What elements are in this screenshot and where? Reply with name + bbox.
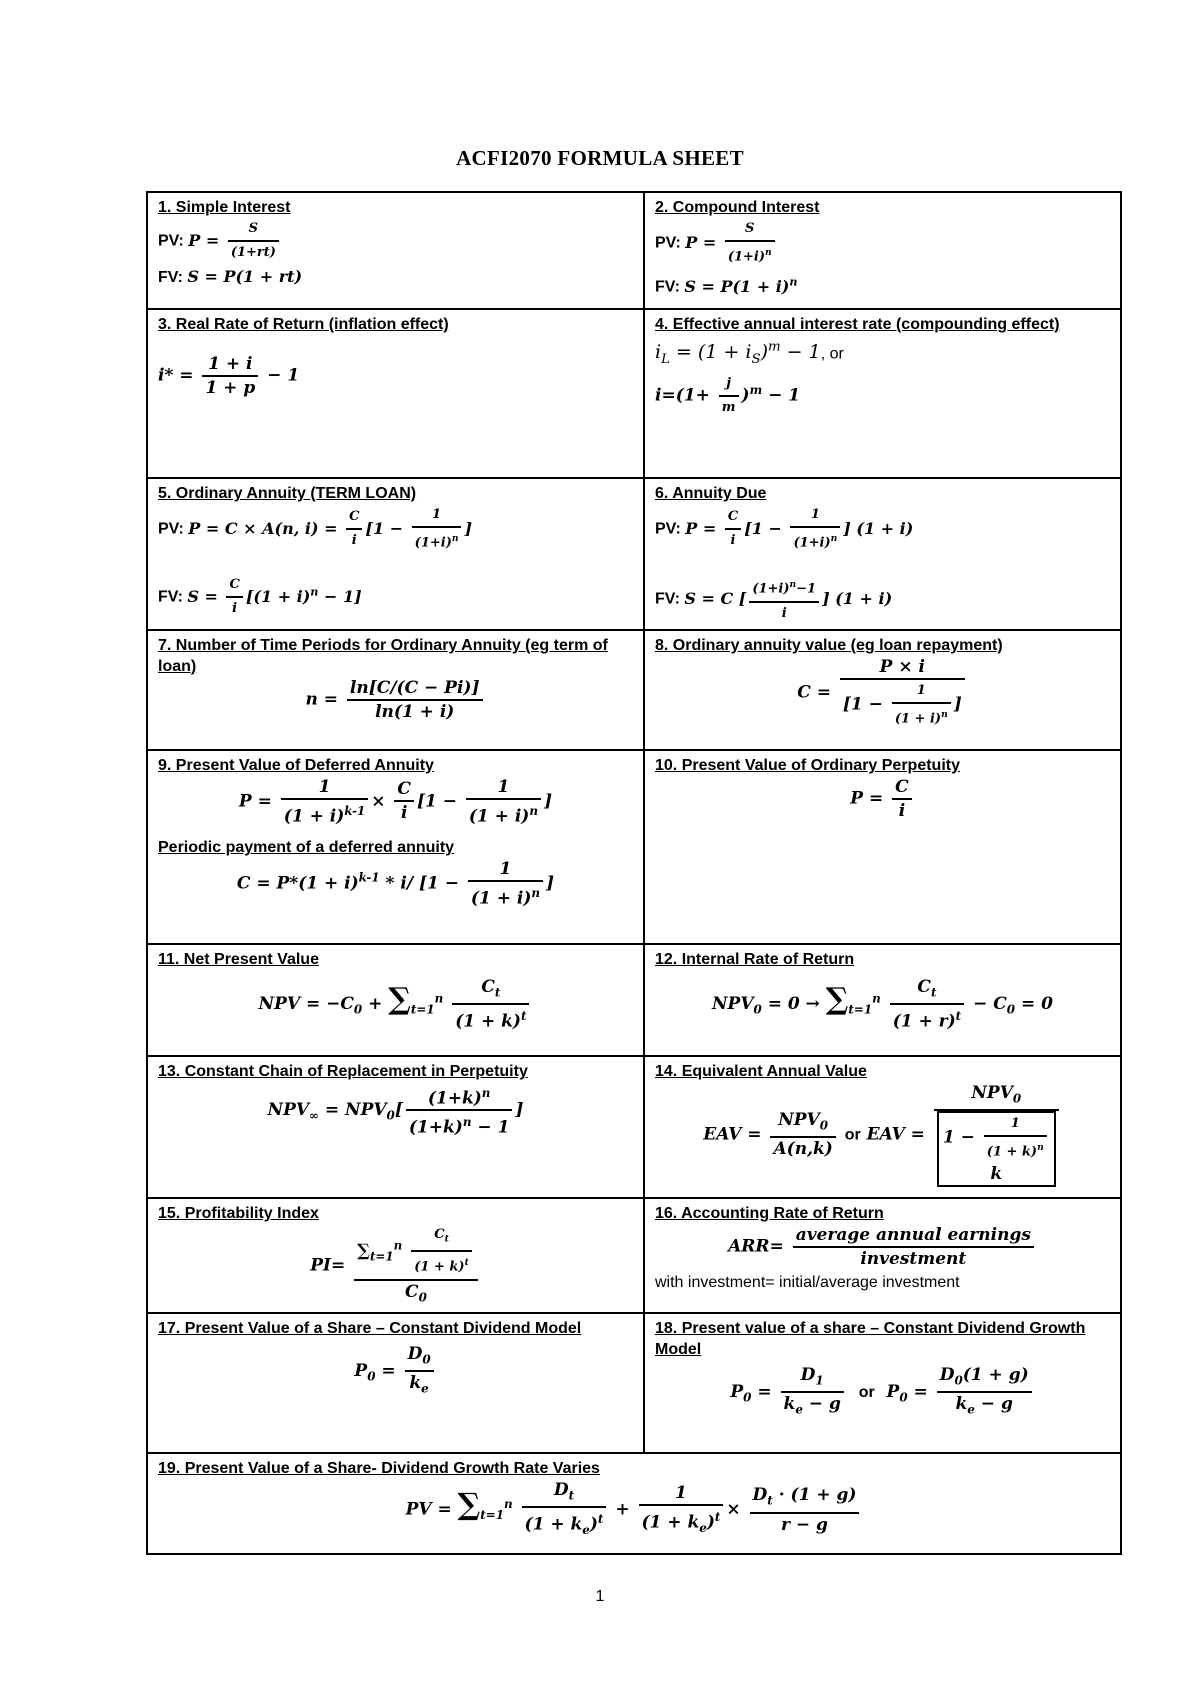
heading-annuity-value: 8. Ordinary annuity value (eg loan repayment) [655,636,1003,654]
heading-number-of-periods: 7. Number of Time Periods for Ordinary Annuity (eg term of loan) [158,636,608,675]
arr-formula: ARR= $\frac{\text{average annual earnings}}{\text{investment}}$ [655,1224,1110,1270]
ordinary-annuity-pv: PV: P = C × A(n, i) = $\frac{C}{i}$ [1 − $\frac{1}{(1+i)^n}$ ] [158,504,633,554]
cell-real-rate [147,309,644,478]
deferred-annuity-pv-formula: P = $\frac{1}{(1 + i)^{k-1}}$ × $\frac{C}{i}$ [1 − $\frac{1}{(1 + i)^n}$ ] [238,776,553,827]
npv-formula: NPV = $-C_0 + \sum_{t=1}^n$ $\frac{C_t}{(1 + k)^t}$ [158,976,633,1033]
effective-rate-formula-1: $i_L = (1 + i_S)^m - 1$, or [655,340,844,368]
cell-perpetuity [644,750,1121,944]
cell-annuity-value [644,630,1121,750]
dividend-growth-formula: $P_0$ = $\frac{D_1}{k_e - g}$ or $P_0$ = $\frac{D_0(1 + g)}{k_e - g}$ [655,1364,1110,1421]
cell-deferred-annuity [147,750,644,944]
effective-rate-formula-2: i=(1+ $\frac{j}{m}$ )$^m$ − 1 [655,373,1110,419]
deferred-payment-formula: $C = P*(1 + i)^{k-1} * i/$ [1 − $\frac{1}{(1 + i)^n}$ ] [236,859,555,909]
compound-interest-pv: PV: P = $\frac{S}{(1+i)^n}$ [655,218,1110,268]
heading-replacement-chain: 13. Constant Chain of Replacement in Perpetuity [158,1062,528,1080]
cell-dividend-growth [644,1313,1121,1453]
dividend-varies-formula: PV = $\sum_{t=1}^n$ $\frac{D_t}{(1 + k_e)^t}$ + $\frac{1}{(1 + k_e)^t}$ × $\frac{D_t \cdot (1 + g)}{r - g}$ [158,1479,1110,1541]
ordinary-annuity-fv: FV: S = $\frac{C}{i}$ $[(1 + i)^n - 1]$ [158,574,633,620]
heading-eav: 14. Equivalent Annual Value [655,1062,867,1080]
heading-effective-rate: 4. Effective annual interest rate (compounding effect) [655,316,1060,333]
cell-annuity-due [644,478,1121,630]
irr-formula: $NPV_0 = 0 \to \sum_{t=1}^n$ $\frac{C_t}{(1 + r)^t}$ − $C_0 = 0$ [712,976,1053,1032]
page-number: 1 [595,1588,605,1605]
heading-arr: 16. Accounting Rate of Return [655,1204,884,1222]
number-of-periods-formula: n = $\frac{\ln[C/(C - Pi)]}{\ln(1 + i)}$ [158,677,633,723]
cell-ordinary-annuity [147,478,644,630]
cell-replacement-chain [147,1056,644,1198]
heading-constant-dividend: 17. Present Value of a Share – Constant Dividend Model [158,1319,582,1337]
cell-compound-interest [644,192,1121,309]
cell-npv [147,944,644,1056]
perpetuity-formula: P = $\frac{C}{i}$ [655,776,1110,822]
heading-perpetuity: 10. Present Value of Ordinary Perpetuity [655,756,960,774]
cell-effective-rate [644,309,1121,478]
heading-deferred-payment: Periodic payment of a deferred annuity [158,839,455,857]
profitability-index-formula: PI= $\sum_{t=1}^n$ $\frac{C_t}{(1 + k)^t}$ $C_0$ [158,1224,633,1308]
heading-real-rate: 3. Real Rate of Return (inflation effect) [158,316,449,333]
heading-simple-interest: 1. Simple Interest [158,199,291,216]
heading-deferred-annuity: 9. Present Value of Deferred Annuity [158,756,434,774]
heading-dividend-varies: 19. Present Value of a Share- Dividend Growth Rate Varies [158,1459,600,1477]
cell-arr [644,1198,1121,1313]
cell-simple-interest [147,192,644,309]
eav-formula: EAV = $\frac{NPV_0}{A(n,k)}$ or EAV = $NPV_0$ 1 − $\frac{1}{(1 + k)^n}$ k [655,1082,1110,1188]
heading-annuity-due: 6. Annuity Due [655,485,767,502]
heading-ordinary-annuity: 5. Ordinary Annuity (TERM LOAN) [158,485,417,502]
cell-profitability-index [147,1198,644,1313]
cell-eav [644,1056,1121,1198]
annuity-due-fv: FV: S = C [ $\frac{(1+i)^n-1}{i}$ ] (1 + i) [655,574,1110,624]
heading-irr: 12. Internal Rate of Return [655,950,855,968]
constant-dividend-formula: $P_0$ = $\frac{D_0}{k_e}$ [158,1343,633,1400]
annuity-value-formula: C = P × i [1 − $\frac{1}{(1 + i)^n}$ ] [655,656,1110,730]
heading-profitability-index: 15. Profitability Index [158,1204,319,1222]
heading-compound-interest: 2. Compound Interest [655,199,820,216]
cell-number-of-periods [147,630,644,750]
compound-interest-fv: FV: $S = P(1 + i)^n$ [655,274,798,296]
replacement-chain-formula: $NPV_\infty = NPV_0$[ $\frac{(1+k)^n}{(1+k)^n - 1}$ ] [158,1082,633,1139]
simple-interest-fv: FV: S = P(1 + rt) [158,267,303,286]
simple-interest-pv: PV: P = $\frac{S}{(1+rt)}$ [158,218,633,264]
formula-table [146,191,1122,1555]
annuity-due-pv: PV: P = $\frac{C}{i}$ [1 − $\frac{1}{(1+i)^n}$ ] (1 + i) [655,504,1110,554]
cell-constant-dividend [147,1313,644,1453]
real-rate-formula: i* = $\frac{1 + i}{1 + p}$ − 1 [158,354,300,398]
cell-irr [644,944,1121,1056]
heading-dividend-growth: 18. Present value of a share – Constant Dividend Growth Model [655,1319,1086,1358]
arr-note: with investment= initial/average investment [655,1273,960,1291]
cell-dividend-varies [147,1453,1121,1554]
heading-npv: 11. Net Present Value [158,950,319,968]
page-title: ACFI2070 FORMULA SHEET [456,146,744,170]
